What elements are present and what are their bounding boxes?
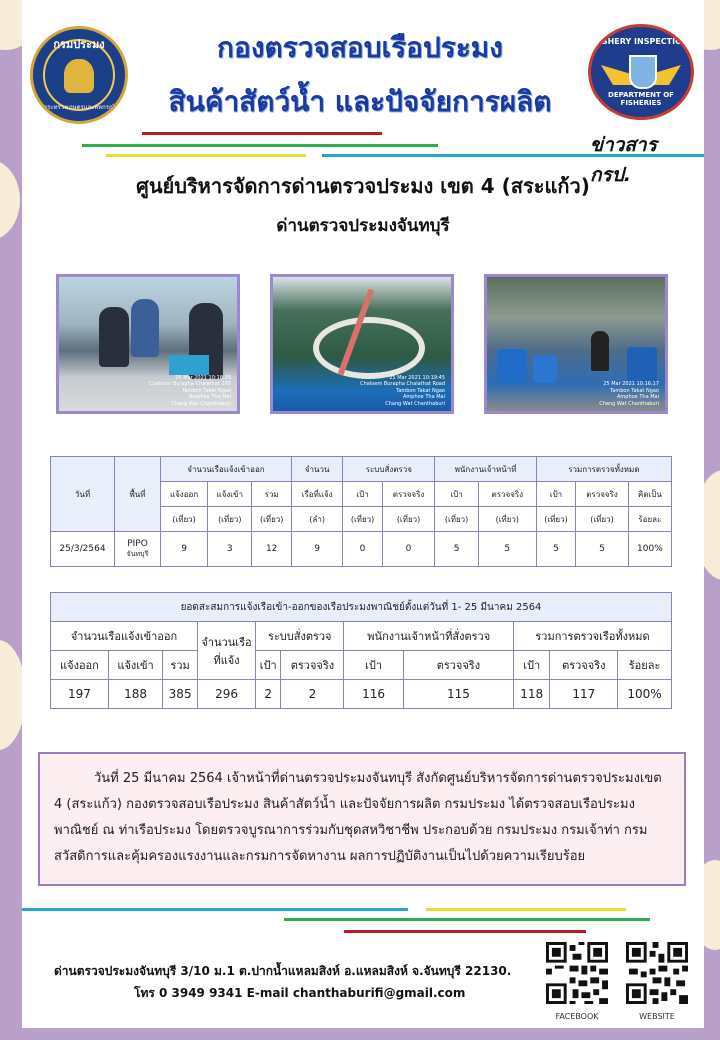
daily-inspection-table — [50, 456, 672, 567]
fishing-net-photo: 25 Mar 2021 10:19:45 Chaloem Burapha Chalathat Road Tambon Takat Ngao Amphoe Tha Mai Chang Wat Chanthaburi — [270, 274, 454, 414]
fishing-boat-photo: 25 Mar 2021 10:16:17 Tambon Takat Ngao Amphoe Tha Mai Chang Wat Chanthaburi — [484, 274, 668, 414]
facebook-qr-label: FACEBOOK — [555, 1012, 599, 1021]
cell-boats: 9 — [291, 532, 342, 567]
cell-date: 25/3/2564 — [51, 532, 115, 567]
header-system-group: ระบบสั่งตรวจ — [256, 622, 344, 651]
cell-area: PIPO จันทบุรี — [115, 532, 161, 567]
footer-address: ด่านตรวจประมงจันทบุรี 3/10 ม.1 ต.ปากน้ำแหลมสิงห์ อ.แหลมสิงห์ จ.จันทบุรี 22130. — [54, 964, 512, 978]
unit-trips: (เที่ยว) — [343, 507, 382, 532]
header-sum: รวม — [252, 482, 291, 507]
unit-pct: ร้อยละ — [628, 507, 671, 532]
unit-trips: (เที่ยว) — [208, 507, 252, 532]
header-total-target: เป้า — [514, 651, 550, 680]
header-staff-actual: ตรวจจริง — [478, 482, 536, 507]
logo-text-bottom: กระทรวงเกษตรและสหกรณ์ — [43, 104, 115, 111]
cell-total-target: 5 — [536, 532, 575, 567]
divider-line — [344, 930, 586, 933]
header-staff-target: เป้า — [344, 651, 403, 680]
header-boats: เรือที่แจ้ง — [291, 482, 342, 507]
table-row — [51, 680, 672, 709]
header-staff-group: พนักงานเจ้าหน้าที่สั่งตรวจ — [344, 622, 514, 651]
cell-system-actual: 2 — [281, 680, 344, 709]
website-qr-label: WEBSITE — [639, 1012, 675, 1021]
header-total-group: รวมการตรวจทั้งหมด — [536, 457, 671, 482]
header-pct: ร้อยละ — [618, 651, 672, 680]
background-flower — [0, 160, 20, 240]
cell-sum: 12 — [252, 532, 291, 567]
news-label: ข่าวสาร กรป. — [590, 134, 657, 186]
unit-trips: (เที่ยว) — [576, 507, 629, 532]
department-of-fisheries-logo — [30, 26, 128, 124]
newsletter-page — [22, 0, 704, 1028]
divider-line — [284, 918, 650, 921]
unit-trips: (เที่ยว) — [161, 507, 208, 532]
footer-contact: โทร 0 3949 9341 E-mail chanthaburifi@gmail.com — [134, 986, 466, 1000]
unit-trips: (เที่ยว) — [382, 507, 435, 532]
cell-staff-actual: 5 — [478, 532, 536, 567]
cell-total-actual: 117 — [550, 680, 618, 709]
divider-line — [82, 144, 438, 147]
unit-trips: (เที่ยว) — [478, 507, 536, 532]
divider-line — [22, 908, 408, 911]
logo-text-bottom: DEPARTMENT OF FISHERIES — [608, 91, 674, 107]
divider-line — [426, 908, 626, 911]
header-staff-actual: ตรวจจริง — [403, 651, 513, 680]
header-staff-target: เป้า — [435, 482, 479, 507]
header-system-target: เป้า — [343, 482, 382, 507]
cell-in: 3 — [208, 532, 252, 567]
fishery-inspection-logo — [588, 24, 694, 120]
unit-trips: (เที่ยว) — [252, 507, 291, 532]
badge-icon — [629, 55, 657, 89]
header-in: แจ้งเข้า — [208, 482, 252, 507]
unit-trips: (เที่ยว) — [435, 507, 479, 532]
header-out: แจ้งออก — [161, 482, 208, 507]
header-staff-group: พนักงานเจ้าหน้าที่ — [435, 457, 536, 482]
cell-out: 197 — [51, 680, 109, 709]
header-total-actual: ตรวจจริง — [576, 482, 629, 507]
logo-text-top: กรมประมง — [53, 38, 105, 51]
cell-pct: 100% — [618, 680, 672, 709]
emblem-icon — [64, 59, 94, 93]
header-date: วันที่ — [51, 457, 115, 532]
page-title-line2: สินค้าสัตว์น้ำ และปัจจัยการผลิต — [168, 85, 552, 118]
header-system-actual: ตรวจจริง — [281, 651, 344, 680]
table-row — [51, 532, 672, 567]
header-out: แจ้งออก — [51, 651, 109, 680]
header-in: แจ้งเข้า — [108, 651, 162, 680]
header-system-actual: ตรวจจริง — [382, 482, 435, 507]
unit-trips: (เที่ยว) — [536, 507, 575, 532]
header-total-target: เป้า — [536, 482, 575, 507]
cell-staff-target: 116 — [344, 680, 403, 709]
cell-total-actual: 5 — [576, 532, 629, 567]
page-title-line1: กองตรวจสอบเรือประมง — [217, 31, 503, 64]
divider-line — [106, 154, 306, 157]
cell-in: 188 — [108, 680, 162, 709]
cumulative-table — [50, 592, 672, 709]
cell-staff-actual: 115 — [403, 680, 513, 709]
facebook-qr-code[interactable] — [546, 942, 608, 1004]
center-title: ศูนย์บริหารจัดการด่านตรวจประมง เขต 4 (สระแก้ว) — [136, 174, 590, 198]
checkpoint-title: ด่านตรวจประมงจันทบุรี — [276, 216, 450, 236]
cell-pct: 100% — [628, 532, 671, 567]
header-total-group: รวมการตรวจเรือทั้งหมด — [514, 622, 672, 651]
header-pct: คิดเป็น — [628, 482, 671, 507]
logo-text-top: FISHERY INSPECTION — [593, 37, 689, 46]
cumulative-table-title: ยอดสะสมการแจ้งเรือเข้า-ออกของเรือประมงพาณิชย์ตั้งแต่วันที่ 1- 25 มีนาคม 2564 — [51, 593, 672, 622]
header-notify-group: จำนวนเรือแจ้งเข้าออก — [51, 622, 198, 651]
header-area: พื้นที่ — [115, 457, 161, 532]
website-qr-code[interactable] — [626, 942, 688, 1004]
header-sum: รวม — [163, 651, 198, 680]
cell-system-target: 2 — [256, 680, 281, 709]
header-total-actual: ตรวจจริง — [550, 651, 618, 680]
divider-line — [142, 132, 382, 135]
cell-staff-target: 5 — [435, 532, 479, 567]
report-paragraph: วันที่ 25 มีนาคม 2564 เจ้าหน้าที่ด่านตรวจประมงจันทบุรี สังกัดศูนย์บริหารจัดการด่านตรวจประมงเขต 4 (สระแก้ว) กองตรวจสอบเรือประมง สินค้าสัตว์น้ำ และปัจจัยการผลิต กรมประมง ได้ตรวจสอบเรือประมงพาณิชย์ ณ ท่าเรือประมง โดยตรวจบูรณาการร่วมกับชุดสหวิชาชีพ ประกอบด้วย กรมประมง กรมเจ้าท่า กรมสวัสดิการและคุ้มครองแรงงานและกรมการจัดหางาน ผลการปฏิบัติงานเป็นไปด้วยความเรียบร้อย — [38, 752, 686, 886]
unit-boat: (ลำ) — [291, 507, 342, 532]
cell-boats: 296 — [198, 680, 256, 709]
cell-sum: 385 — [163, 680, 198, 709]
cell-system-target: 0 — [343, 532, 382, 567]
cell-out: 9 — [161, 532, 208, 567]
header-notify-group: จำนวนเรือแจ้งเข้าออก — [161, 457, 292, 482]
header-count-group: จำนวน — [291, 457, 342, 482]
cell-total-target: 118 — [514, 680, 550, 709]
header-system-group: ระบบสั่งตรวจ — [343, 457, 435, 482]
header-boats-group: จำนวนเรือ ที่แจ้ง — [198, 622, 256, 680]
cell-system-actual: 0 — [382, 532, 435, 567]
header-system-target: เป้า — [256, 651, 281, 680]
inspection-photo: 25 Mar 2021 10:18:28 Chaloem Burapha Chalathat 165 Tambon Takat Ngao Amphoe Tha Mai Chang Wat Chanthaburi — [56, 274, 240, 414]
